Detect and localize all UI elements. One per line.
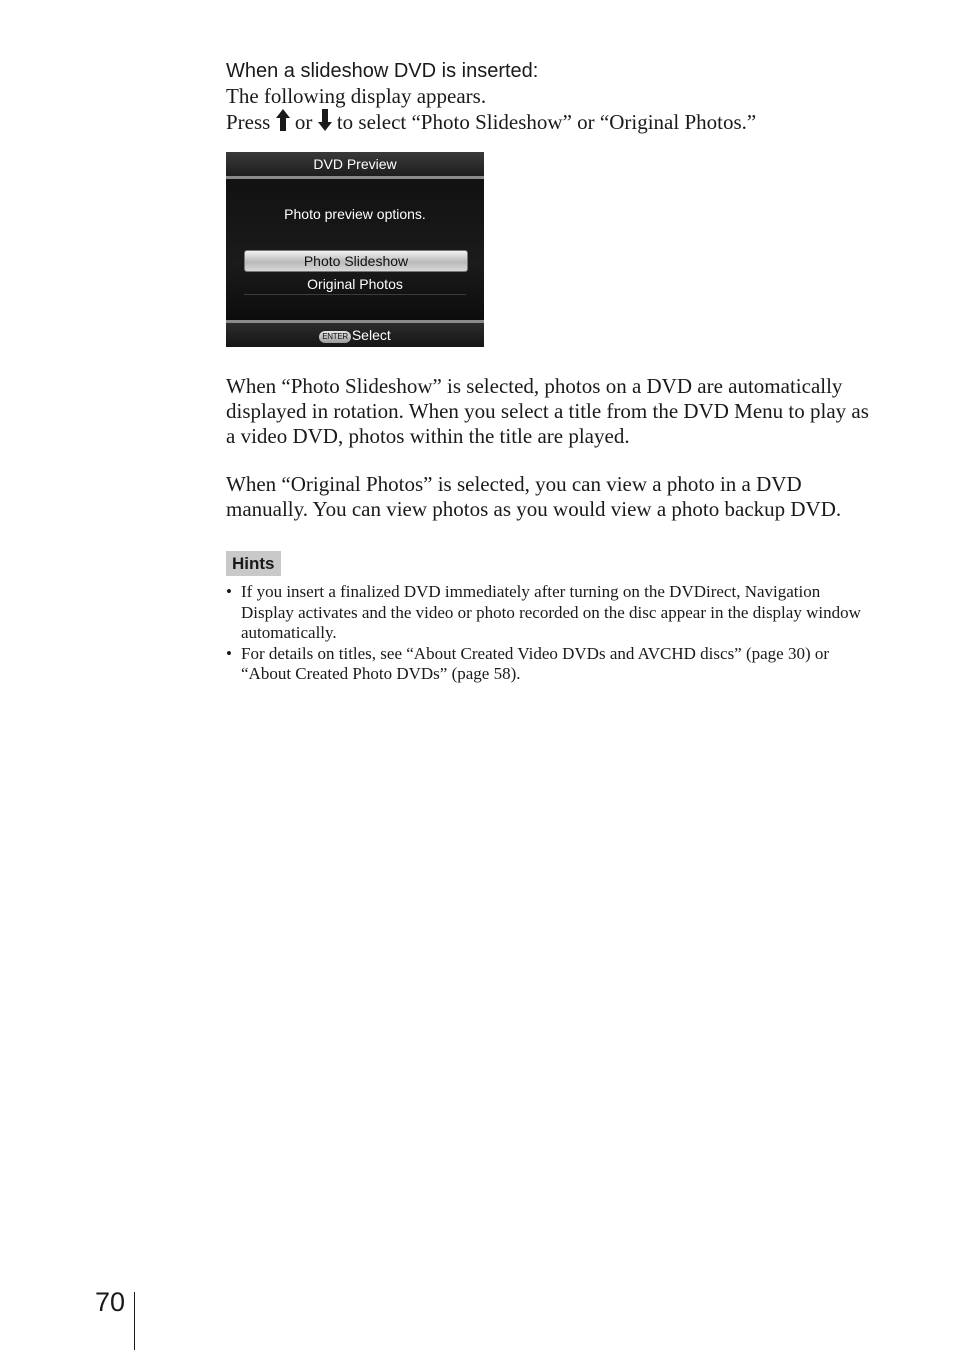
hints-label: Hints xyxy=(226,551,281,576)
page-content xyxy=(226,58,876,685)
paragraph-photo-slideshow: When “Photo Slideshow” is selected, photos on a DVD are automatically displayed in rotation. When you select a title from the DVD Menu to play as a video DVD, photos within the title are played. xyxy=(226,374,869,448)
hint-item xyxy=(226,582,876,644)
hint-text: For details on titles, see “About Created Video DVDs and AVCHD discs” (page 30) or “About Created Photo DVDs” (page 58). xyxy=(241,643,830,683)
hint-text: If you insert a finalized DVD immediately after turning on the DVDirect, Navigation Display activates and the video or photo recorded on the disc appear in the display window automatically. xyxy=(241,582,861,642)
footer-select-label: Select xyxy=(351,327,391,343)
bullet-icon: • xyxy=(226,582,232,601)
down-arrow-icon xyxy=(318,109,332,137)
up-arrow-icon xyxy=(276,109,290,137)
page-number: 70 xyxy=(95,1287,126,1317)
bullet-icon: • xyxy=(226,643,232,663)
or-word: or xyxy=(294,110,313,134)
intro-line: The following display appears. xyxy=(226,84,487,108)
screen-title: DVD Preview xyxy=(226,152,484,176)
screen-body xyxy=(226,179,484,320)
dvd-preview-screenshot xyxy=(226,152,484,347)
screen-footer xyxy=(226,323,484,347)
hints-list xyxy=(226,582,876,685)
page-number-rule xyxy=(134,1292,135,1350)
enter-key-icon: ENTER xyxy=(319,331,351,343)
option-original-photos[interactable]: Original Photos xyxy=(244,274,466,295)
paragraph-original-photos: When “Original Photos” is selected, you can view a photo in a DVD manually. You can view photos as you would view a photo backup DVD. xyxy=(226,472,842,521)
instruction-line xyxy=(226,109,876,137)
screen-prompt: Photo preview options. xyxy=(284,206,426,222)
hint-item xyxy=(226,644,876,685)
press-word: Press xyxy=(226,110,271,134)
instruction-rest: to select “Photo Slideshow” or “Original Photos.” xyxy=(336,110,757,134)
option-photo-slideshow[interactable]: Photo Slideshow xyxy=(244,250,468,272)
section-subheading: When a slideshow DVD is inserted: xyxy=(226,60,539,82)
